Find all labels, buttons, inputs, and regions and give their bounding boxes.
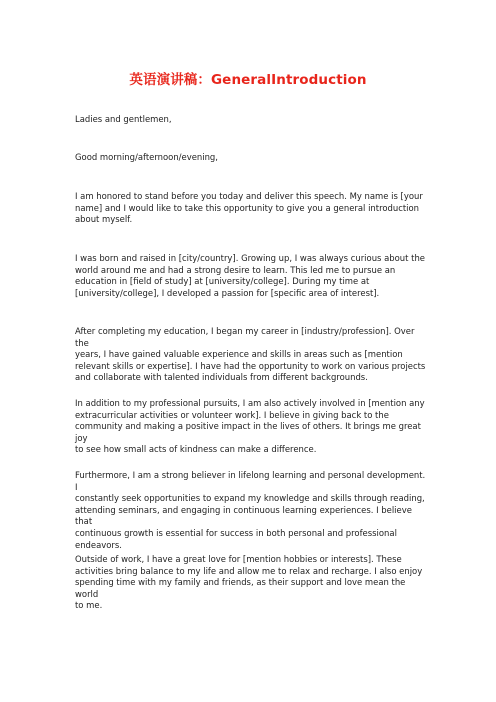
paragraph-background: I was born and raised in [city/country]. Growing up, I was always curious about the world around me and had a strong desire to learn. This led me to pursue an education in [field of study] at [university/college]. During my time at [university/college], I developed a passion for [specific area of interest]. (75, 253, 425, 298)
paragraph-activities: In addition to my professional pursuits, I am also actively involved in [mention any extracurricular activities or volunteer work]. I believe in giving back to the community and making a positive impact in the lives of others. It brings me great joy to see how small acts of kindness can make a difference. (75, 398, 425, 455)
paragraph-greeting: Ladies and gentlemen, (75, 114, 172, 124)
paragraph-salutation: Good morning/afternoon/evening, (75, 152, 218, 162)
document-title: 英语演讲稿：GeneralIntroduction (129, 72, 367, 88)
paragraph-learning: Furthermore, I am a strong believer in lifelong learning and personal development. I constantly seek opportunities to expand my knowledge and skills through reading, attending seminars, and engaging in continuous learning experiences. I believe that continuous growth is essential for success in both personal and professional endeavors. (75, 470, 426, 550)
paragraph-career: After completing my education, I began my career in [industry/profession]. Over the years, I have gained valuable experience and skills in areas such as [mention relevant skills or expertise]. I have had the opportunity to work on various projects and collaborate with talented individuals from different backgrounds. (75, 326, 426, 383)
paragraph-introduction: I am honored to stand before you today and deliver this speech. My name is [your name] and I would like to take this opportunity to give you a general introduction about myself. (75, 191, 423, 225)
paragraph-hobbies: Outside of work, I have a great love for [mention hobbies or interests]. These activities bring balance to my life and allow me to relax and recharge. I also enjoy spending time with my family and friends, as their support and love mean the world to me. (75, 554, 423, 611)
